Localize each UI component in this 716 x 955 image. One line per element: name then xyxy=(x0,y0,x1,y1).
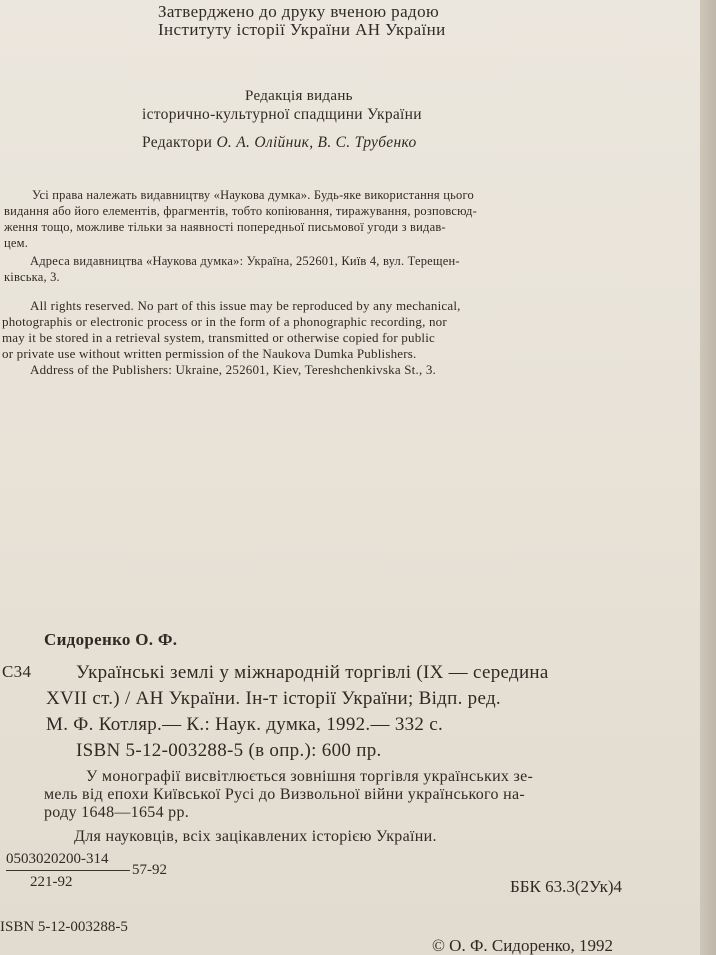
rights-ua-line-2: видання або його елементів, фрагментів, тобто копіювання, тиражування, розповсюд- xyxy=(4,204,477,218)
approval-line-2: Інституту історії України АН України xyxy=(158,20,446,39)
classification-numerator: 0503020200-314 xyxy=(6,851,109,867)
rights-ua-line-4: цем. xyxy=(4,236,29,250)
address-ua-line-2: ківська, 3. xyxy=(4,270,60,284)
editors-label: Редактори xyxy=(142,134,213,151)
address-ua-line-1: Адреса видавництва «Наукова думка»: Україна, 252601, Київ 4, вул. Терещен- xyxy=(30,254,460,268)
approval-line-1: Затверджено до друку вченою радою xyxy=(158,2,440,21)
editors-line xyxy=(142,134,417,152)
rights-en-line-1: All rights reserved. No part of this issue may be reproduced by any mechanical, xyxy=(30,298,461,313)
page-edge xyxy=(700,0,716,955)
footer-isbn: ISBN 5-12-003288-5 xyxy=(0,919,128,935)
footer-copyright: © О. Ф. Сидоренко, 1992 xyxy=(432,936,613,955)
editorial-board-line-2: історично-культурної спадщини України xyxy=(142,106,422,123)
rights-ua-line-3: ження тощо, можливе тільки за наявності попередньої письмової угоди з видав- xyxy=(4,220,446,234)
editorial-board-line-1: Редакція видань xyxy=(245,88,353,104)
classification-suffix: 57-92 xyxy=(132,862,167,878)
fraction-rule xyxy=(6,870,130,871)
catalog-author: Сидоренко О. Ф. xyxy=(44,630,178,649)
catalog-isbn: ISBN 5-12-003288-5 (в опр.): 600 пр. xyxy=(76,740,382,761)
rights-en-line-4: or private use without written permission of the Naukova Dumka Publishers. xyxy=(2,346,417,361)
address-en: Address of the Publishers: Ukraine, 252601, Kiev, Tereshchenkivska St., 3. xyxy=(30,362,436,377)
catalog-audience: Для науковців, всіх зацікавлених історією України. xyxy=(74,828,437,845)
catalog-title-line-3: М. Ф. Котляр.— К.: Наук. думка, 1992.— 332 с. xyxy=(46,714,444,735)
rights-ua-line-1: Усі права належать видавництву «Наукова думка». Будь-яке використання цього xyxy=(32,188,474,202)
classification-denominator: 221-92 xyxy=(30,874,73,890)
editors-names: О. А. Олійник, В. С. Трубенко xyxy=(216,134,417,151)
abstract-line-1: У монографії висвітлюється зовнішня торгівля українських зе- xyxy=(86,768,534,785)
catalog-title-line-2: XVII ст.) / АН України. Ін-т історії України; Відп. ред. xyxy=(46,688,501,709)
rights-en-line-2: photographis or electronic process or in the form of a phonographic recording, nor xyxy=(2,314,447,329)
catalog-title-line-1: Українські землі у міжнародній торгівлі (IX — середина xyxy=(76,662,549,683)
rights-en-line-3: may it be stored in a retrieval system, transmitted or otherwise copied for public xyxy=(2,330,436,345)
abstract-line-3: роду 1648—1654 рр. xyxy=(44,804,190,821)
bbk-code: ББК 63.3(2Ук)4 xyxy=(510,877,622,896)
abstract-line-2: мель від епохи Київської Русі до Визвольної війни українського на- xyxy=(44,786,525,803)
catalog-code: С34 xyxy=(2,662,32,681)
